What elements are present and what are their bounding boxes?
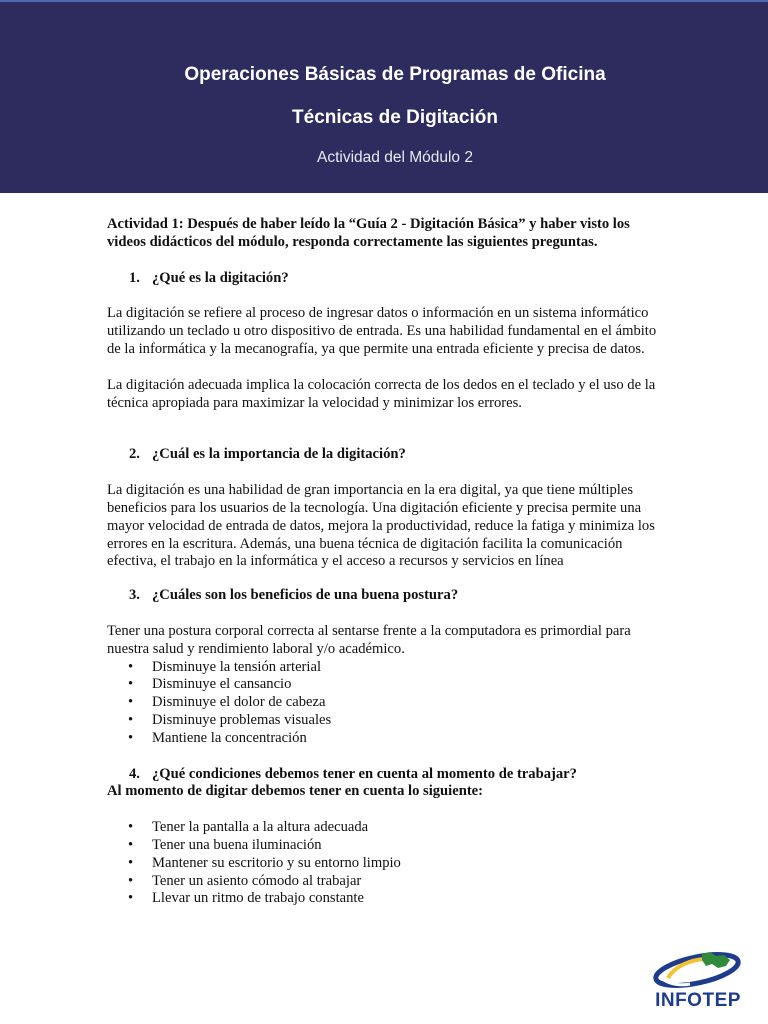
course-title: Operaciones Básicas de Programas de Oficina	[184, 64, 606, 85]
list-item: • Tener una buena iluminación	[128, 836, 322, 853]
logo-wordmark: INFOTEP	[655, 990, 741, 1011]
topic-title: Técnicas de Digitación	[292, 107, 498, 128]
list-item: • Disminuye la tensión arterial	[128, 658, 321, 675]
question-number: 2.	[129, 446, 140, 463]
list-item: • Tener la pantalla a la altura adecuada	[128, 819, 369, 836]
question-2	[107, 446, 667, 464]
question-text: ¿Qué es la digitación?	[152, 269, 289, 286]
list-item: • Tener un asiento cómodo al trabajar	[128, 872, 362, 889]
infotep-logo	[650, 946, 746, 1020]
list-item: • Disminuye problemas visuales	[128, 711, 332, 728]
conditions-list	[107, 819, 667, 908]
answer-2-paragraph: La digitación es una habilidad de gran importancia en la era digital, ya que tiene múltiples beneficios para los usuarios de la tecnología. Una digitación eficiente y precisa permite una mayor velocidad de entrada de datos, mejora la productividad, reduce la fatiga y minimiza los errores en la escritura. Además, una buena técnica de digitación facilita la comunicación efectiva, el trabajo en la informática y el acceso a recursos y servicios en línea	[107, 482, 655, 570]
question-number: 4.	[129, 765, 140, 782]
answer-4-lead: Al momento de digitar debemos tener en cuenta lo siguiente:	[107, 783, 484, 800]
answer-1-paragraph-2: La digitación adecuada implica la colocación correcta de los dedos en el teclado y el uso de la técnica apropiada para maximizar la velocidad y minimizar los errores.	[107, 376, 656, 411]
activity-intro: Actividad 1: Después de haber leído la “Guía 2 - Digitación Básica” y haber visto los videos didácticos del módulo, responda correctamente las siguientes preguntas.	[107, 216, 630, 250]
benefits-list	[107, 659, 667, 748]
answer-1-paragraph-1: La digitación se refiere al proceso de ingresar datos o información en un sistema informático utilizando un teclado u otro dispositivo de entrada. Es una habilidad fundamental en el ámbito de la informática y la mecanografía, ya que permite una entrada eficiente y precisa de datos.	[107, 305, 657, 357]
question-4	[107, 766, 667, 784]
list-item: • Mantiene la concentración	[128, 729, 307, 746]
list-item: • Llevar un ritmo de trabajo constante	[128, 890, 364, 907]
list-item: • Disminuye el cansancio	[128, 676, 292, 693]
question-text: ¿Qué condiciones debemos tener en cuenta al momento de trabajar?	[152, 765, 577, 782]
activity-label: Actividad del Módulo 2	[317, 149, 473, 166]
question-text: ¿Cuáles son los beneficios de una buena postura?	[152, 587, 459, 604]
question-number: 1.	[129, 269, 140, 286]
list-item: • Disminuye el dolor de cabeza	[128, 694, 326, 711]
question-text: ¿Cuál es la importancia de la digitación?	[152, 446, 406, 463]
document-header	[0, 0, 768, 193]
question-1	[107, 270, 667, 288]
document-body	[107, 216, 667, 908]
question-number: 3.	[129, 587, 140, 604]
question-3	[107, 587, 667, 605]
answer-3-paragraph: Tener una postura corporal correcta al sentarse frente a la computadora es primordial para nuestra salud y rendimiento laboral y/o académico.	[107, 622, 631, 657]
list-item: • Mantener su escritorio y su entorno limpio	[128, 854, 401, 871]
infotep-globe-logo-icon	[650, 946, 746, 992]
